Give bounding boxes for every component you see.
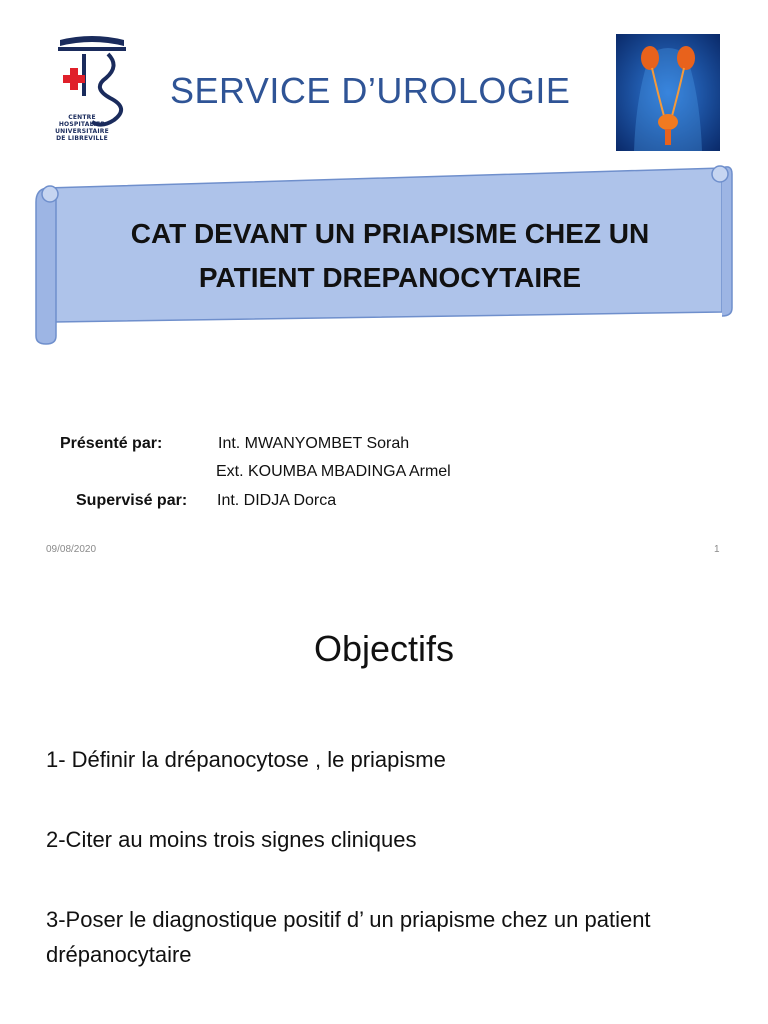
- objectives-title: Objectifs: [313, 628, 455, 669]
- urinary-anatomy-image: [616, 34, 720, 151]
- objective-item: 3-Poser le diagnostique positif d’ un priapisme chez un patient drépanocytaire: [46, 907, 651, 967]
- slide-number: 1: [714, 544, 720, 555]
- presented-by-label: Présenté par:: [60, 435, 163, 452]
- supervisor-name: Int. DIDJA Dorca: [217, 492, 337, 509]
- presentation-title: CAT DEVANT UN PRIAPISME CHEZ UN PATIENT DREPANOCYTAIRE: [130, 218, 650, 293]
- objective-item: 1- Définir la drépanocytose , le priapisme: [46, 747, 446, 772]
- logo-caption: CENTRE HOSPITALIER UNIVERSITAIRE DE LIBREVILLE: [55, 114, 109, 142]
- service-title: SERVICE D’UROLOGIE: [170, 70, 571, 111]
- presenter-name: Ext. KOUMBA MBADINGA Armel: [216, 463, 451, 480]
- supervised-by-label: Supervisé par:: [76, 492, 188, 509]
- presenter-name: Int. MWANYOMBET Sorah: [218, 435, 410, 452]
- slide-date: 09/08/2020: [46, 544, 97, 555]
- objective-item: 2-Citer au moins trois signes cliniques: [46, 827, 417, 852]
